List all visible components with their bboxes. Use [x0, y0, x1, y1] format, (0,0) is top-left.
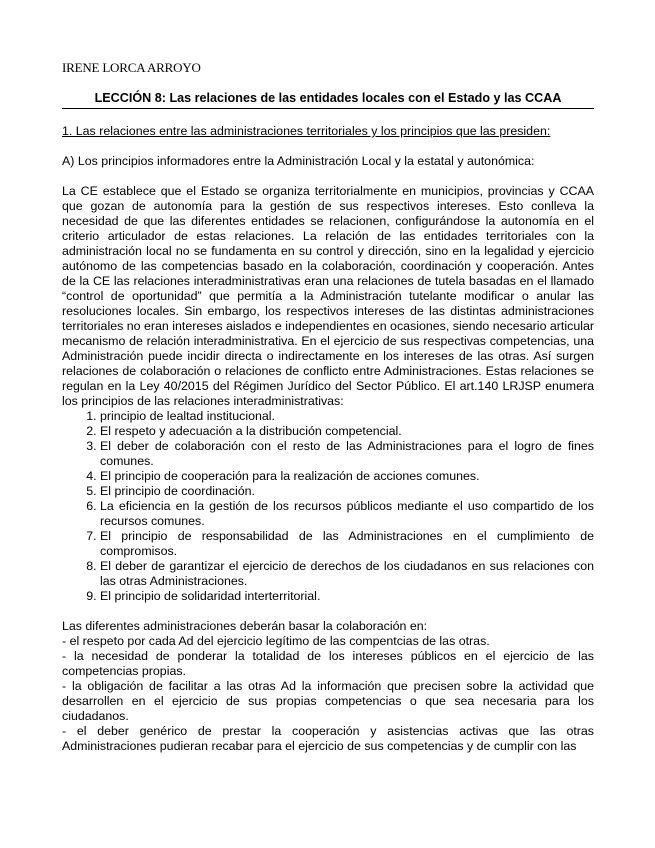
author-name: IRENE LORCA ARROYO [62, 60, 201, 75]
collaboration-item: - el respeto por cada Ad del ejercicio legítimo de las compentcias de las otras. [62, 634, 490, 648]
collaboration-item: - el deber genérico de prestar la cooperación y asistencias activas que las otras Administraciones pudieran recabar para el ejercicio de sus competencias y de cumplir con las [62, 724, 594, 753]
lesson-title: LECCIÓN 8: Las relaciones de las entidades locales con el Estado y las CCAA [62, 90, 594, 109]
principle-item: 8. El deber de garantizar el ejercicio de derechos de los ciudadanos en sus relaciones con las otras Administraciones. [100, 559, 594, 589]
principle-item: 2. El respeto y adecuación a la distribución competencial. [100, 424, 594, 439]
body-paragraph: La CE establece que el Estado se organiza territorialmente en municipios, provincias y CCAA que gozan de autonomía para la gestión de sus respectivos intereses. Esto conlleva la necesidad de que las diferentes entidades se relacionen, configurándose la autonomía en el criterio articulador de estas relaciones. La relación de las entidades territoriales con la administración local no se fundamenta en su control y dirección, sino en la legalidad y ejercicio autónomo de las competencias basado en la colaboración, coordinación y cooperación. Antes de la CE las relaciones interadministrativas eran una relaciones de tutela basadas en el llamado “control de oportunidad” que permitía a la Administración tutelante modificar o anular las resoluciones locales. Sin embargo, los respectivos intereses de las distintas administraciones territoriales no eran intereses aislados e independientes en ocasiones, siendo necesario articular mecanismo de relación interadministrativa. En el ejercicio de sus respectivas competencias, una Administración puede incidir directa o indirectamente en los intereses de las otras. Así surgen relaciones de colaboración o relaciones de conflicto entre Administraciones. Estas relaciones se regulan en la Ley 40/2015 del Régimen Jurídico del Sector Público. El art.140 LRJSP enumera los principios de las relaciones interadministrativas: [62, 184, 594, 408]
principle-item: 4. El principio de cooperación para la realización de acciones comunes. [100, 469, 594, 484]
collaboration-item: - la necesidad de ponderar la totalidad de los intereses públicos en el ejercicio de las competencias propias. [62, 649, 594, 678]
principle-item: 3. El deber de colaboración con el resto de las Administraciones para el logro de fines comunes. [100, 439, 594, 469]
section-heading: 1. Las relaciones entre las administraciones territoriales y los principios que las presiden: [62, 124, 551, 138]
collaboration-item: - la obligación de facilitar a las otras Ad la información que precisen sobre la actividad que desarrollen en el ejercicio de sus propias competencias o que sea necesaria para los ciudadanos. [62, 679, 594, 723]
principle-item: 1. principio de lealtad institucional. [100, 409, 594, 424]
principle-item: 9. El principio de solidaridad interterritorial. [100, 589, 594, 604]
subheading: A) Los principios informadores entre la Administración Local y la estatal y autonómica: [62, 154, 535, 168]
principle-item: 5. El principio de coordinación. [100, 484, 594, 499]
principles-list [62, 409, 594, 604]
principle-item: 6. La eficiencia en la gestión de los recursos públicos mediante el uso compartido de los recursos comunes. [100, 499, 594, 529]
collaboration-intro: Las diferentes administraciones deberán basar la colaboración en: [62, 619, 428, 633]
principle-item: 7. El principio de responsabilidad de las Administraciones en el cumplimiento de compromisos. [100, 529, 594, 559]
document-page [62, 60, 594, 754]
